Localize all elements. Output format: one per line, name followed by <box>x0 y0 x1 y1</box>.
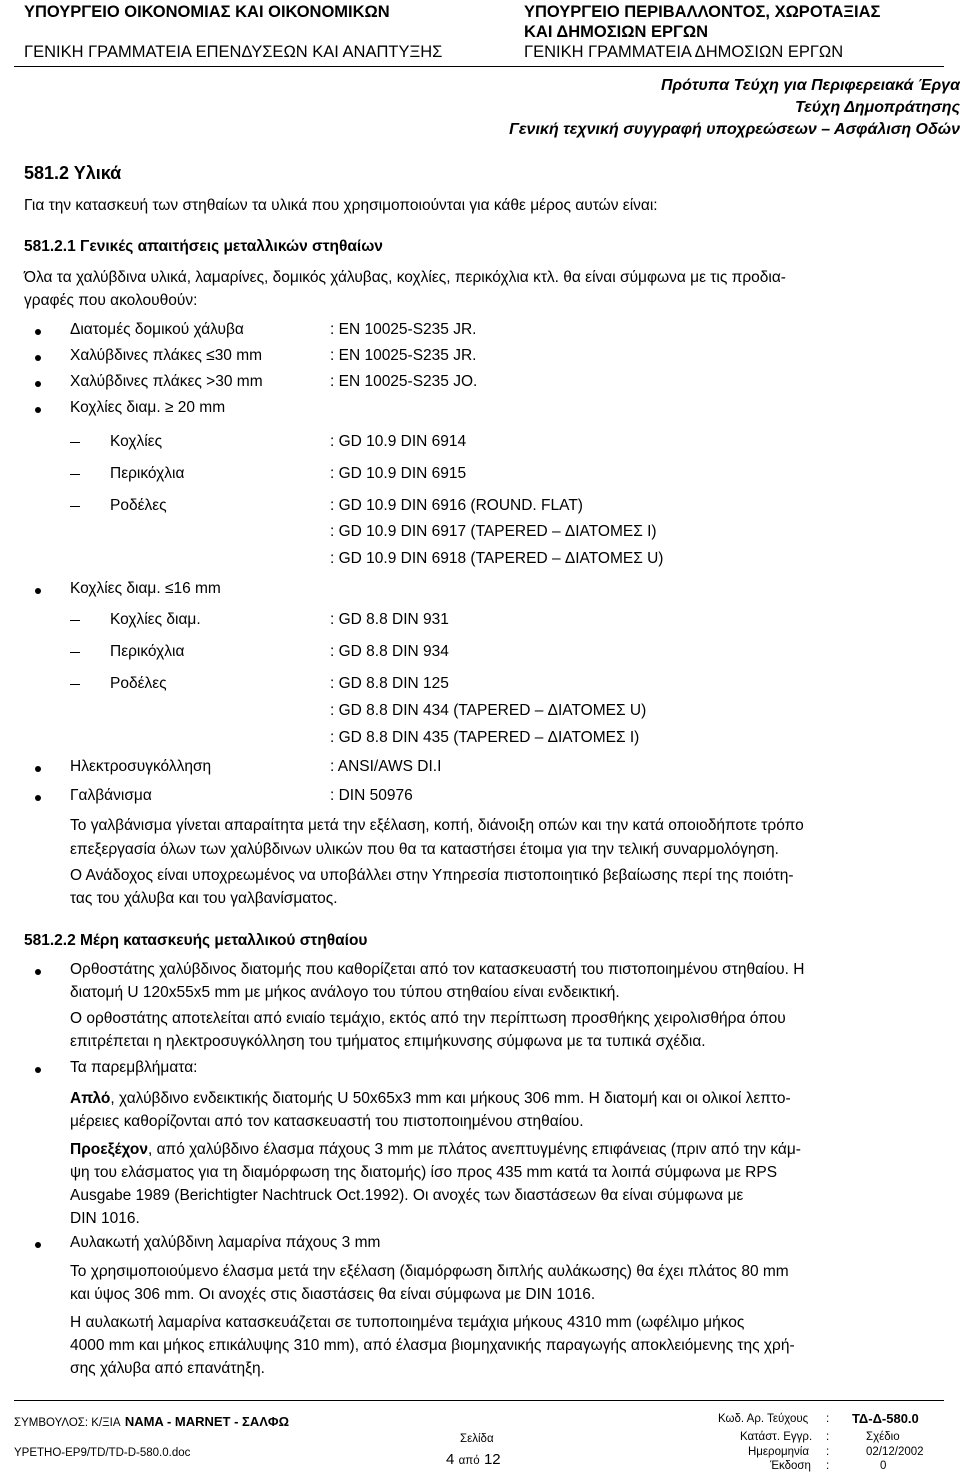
bullet-icon <box>35 407 41 413</box>
footer-code-label: Κωδ. Αρ. Τεύχους <box>718 1413 809 1425</box>
spec-label: Γαλβάνισμα <box>70 787 152 804</box>
footer-date-label: Ημερομηνία <box>748 1446 809 1458</box>
spacers-heading: Τα παρεμβλήματα: <box>70 1059 198 1076</box>
dash-icon <box>70 506 80 507</box>
colon: : <box>826 1446 830 1458</box>
spec-value: : GD 10.9 DIN 6918 (TAPERED – ΔΙΑΤΟΜΕΣ U) <box>330 550 664 567</box>
projecting-term: Προεξέχον <box>70 1141 148 1158</box>
bullet-icon <box>35 1067 41 1073</box>
rail-line-1: Το χρησιμοποιούμενο έλασμα μετά την εξέλαση (διαμόρφωση διπλής αυλάκωσης) θα έχει πλάτος 80 mm <box>70 1263 789 1280</box>
spec-label: Ροδέλες <box>110 675 167 692</box>
spec-label: Διατομές δομικού χάλυβα <box>70 321 244 338</box>
dash-icon <box>70 474 80 475</box>
header-rule <box>14 66 944 67</box>
galvanizing-line-2: επεξεργασία όλων των χαλύβδινων υλικών που θα τα καταστήσει έτοιμα για την τελική συναρμολόγηση. <box>70 841 779 858</box>
simple-text: , χαλύβδινο ενδεικτικής διατομής U 50x65x3 mm και μήκους 306 mm. Η διατομή και οι ολικοί λεπτο- <box>110 1090 791 1107</box>
projecting-line-1 <box>70 1140 801 1159</box>
bullet-icon <box>35 588 41 594</box>
spec-value: : GD 8.8 DIN 434 (TAPERED – ΔΙΑΤΟΜΕΣ U) <box>330 702 647 719</box>
dash-icon <box>70 684 80 685</box>
dash-icon <box>70 620 80 621</box>
spec-value: : EN 10025-S235 JR. <box>330 347 477 364</box>
spec-value: : GD 8.8 DIN 931 <box>330 611 449 628</box>
dash-icon <box>70 442 80 443</box>
projecting-text: , από χαλύβδινο έλασμα πάχους 3 mm με πλάτος ανεπτυγμένης επιφάνειας (πριν από την κάμ- <box>147 1141 801 1158</box>
footer-cat-label: Κατάστ. Εγγρ. <box>740 1431 813 1443</box>
rail-line-2: και ύψος 306 mm. Οι ανοχές στις διαστάσεις θα είναι σύμφωνα με DIN 1016. <box>70 1286 596 1303</box>
spec-label: Περικόχλια <box>110 643 185 660</box>
spec-label: Κοχλίες διαμ. ≤16 mm <box>70 580 221 597</box>
colon: : <box>826 1431 830 1443</box>
section-title: 581.2 Υλικά <box>24 163 122 183</box>
spec-label: Κοχλίες <box>110 433 163 450</box>
colon: : <box>826 1460 830 1472</box>
spec-value: : GD 8.8 DIN 125 <box>330 675 449 692</box>
projecting-line-2: ψη του ελάσματος για τη διαμόρφωση της διατομής) ίσο προς 435 mm κατά τα λοιπά σύμφωνα με RPS <box>70 1164 778 1181</box>
footer-code-value: ΤΔ-Δ-580.0 <box>852 1411 919 1426</box>
header-sub-3: Γενική τεχνική συγγραφή υποχρεώσεων – Ασφάλιση Οδών <box>509 121 960 138</box>
post-line-2: διατομή U 120x55x5 mm με μήκος ανάλογο του τύπου στηθαίου είναι ενδεικτική. <box>70 984 620 1001</box>
header-right-ministry-2: ΚΑΙ ΔΗΜΟΣΙΩΝ ΕΡΓΩΝ <box>524 23 709 41</box>
spec-value: : GD 10.9 DIN 6917 (TAPERED – ΔΙΑΤΟΜΕΣ I) <box>330 523 657 540</box>
header-left-ministry: ΥΠΟΥΡΓΕΙΟ ΟΙΚΟΝΟΜΙΑΣ ΚΑΙ ΟΙΚΟΝΟΜΙΚΩΝ <box>24 3 390 21</box>
bullet-icon <box>35 1242 41 1248</box>
header-sub-1: Πρότυπα Τεύχη για Περιφερειακά Έργα <box>660 77 960 94</box>
header-sub-2: Τεύχη Δημοπράτησης <box>794 99 960 116</box>
footer-page-count <box>446 1450 501 1470</box>
footer-edition-value: 0 <box>880 1460 887 1472</box>
sub1-paragraph-1: Όλα τα χαλύβδινα υλικά, λαμαρίνες, δομικός χάλυβας, κοχλίες, περικόχλια κτλ. θα είναι σύμφωνα με τις προδια- <box>24 269 786 286</box>
certificate-line-2: τας του χάλυβα και του γαλβανίσματος. <box>70 890 338 907</box>
projecting-line-4: DIN 1016. <box>70 1210 140 1227</box>
header-right-ministry-1: ΥΠΟΥΡΓΕΙΟ ΠΕΡΙΒΑΛΛΟΝΤΟΣ, ΧΩΡΟΤΑΞΙΑΣ <box>524 3 881 21</box>
footer-edition-label: Έκδοση <box>770 1460 811 1472</box>
spec-label: Ηλεκτροσυγκόλληση <box>70 758 212 775</box>
spec-value: : GD 10.9 DIN 6914 <box>330 433 467 450</box>
spec-value: : GD 8.8 DIN 435 (TAPERED – ΔΙΑΤΟΜΕΣ I) <box>330 729 640 746</box>
footer-rule <box>14 1400 944 1401</box>
sub1-title: 581.2.1 Γενικές απαιτήσεις μεταλλικών στηθαίων <box>24 238 383 255</box>
footer-consultant <box>14 1412 289 1431</box>
header-right-secretariat: ΓΕΝΙΚΗ ΓΡΑΜΜΑΤΕΙΑ ΔΗΜΟΣΙΩΝ ΕΡΓΩΝ <box>524 43 844 61</box>
spec-value: : GD 8.8 DIN 934 <box>330 643 449 660</box>
footer-date-value: 02/12/2002 <box>866 1446 924 1458</box>
sub1-paragraph-2: γραφές που ακολουθούν: <box>24 292 198 309</box>
bullet-icon <box>35 355 41 361</box>
spec-value: : GD 10.9 DIN 6915 <box>330 465 467 482</box>
rail-heading: Αυλακωτή χαλύβδινη λαμαρίνα πάχους 3 mm <box>70 1234 381 1251</box>
section-intro: Για την κατασκευή των στηθαίων τα υλικά που χρησιμοποιούνται για κάθε μέρος αυτών είναι: <box>24 197 658 214</box>
dash-icon <box>70 652 80 653</box>
footer-cat-value: Σχέδιο <box>866 1431 900 1443</box>
rail-line-3: Η αυλακωτή λαμαρίνα κατασκευάζεται σε τυποποιημένα τεμάχια μήκους 4310 mm (ωφέλιμο μήκος <box>70 1314 745 1331</box>
spec-label: Χαλύβδινες πλάκες ≤30 mm <box>70 347 263 364</box>
sub2-title: 581.2.2 Μέρη κατασκευής μεταλλικού στηθαίου <box>24 932 368 949</box>
spec-label: Κοχλίες διαμ. ≥ 20 mm <box>70 399 226 416</box>
bullet-icon <box>35 795 41 801</box>
footer-consultant-label: ΣΥΜΒΟΥΛΟΣ: Κ/ΞΙΑ <box>14 1417 121 1429</box>
spec-label: Περικόχλια <box>110 465 185 482</box>
spec-value: : EN 10025-S235 JO. <box>330 373 478 390</box>
header-left-secretariat: ΓΕΝΙΚΗ ΓΡΑΜΜΑΤΕΙΑ ΕΠΕΝΔΥΣΕΩΝ ΚΑΙ ΑΝΑΠΤΥΞΗΣ <box>24 43 443 61</box>
footer-file: ΥΡΕΤΗΟ-ΕΡ9/ΤD/ΤD-D-580.0.doc <box>14 1447 191 1459</box>
footer-consultant-name: NAMA - MARNET - ΣΑΛΦΩ <box>124 1414 290 1429</box>
spec-value: : ANSI/AWS DI.I <box>330 758 442 775</box>
colon: : <box>826 1413 830 1425</box>
projecting-line-3: Ausgabe 1989 (Berichtigter Nachtruck Oct.1992). Οι ανοχές των διαστάσεων θα είναι σύμφωνα με <box>70 1187 744 1204</box>
bullet-icon <box>35 329 41 335</box>
footer-page-label: Σελίδα <box>460 1433 494 1445</box>
rail-line-5: σης χάλυβα από επανάτηξη. <box>70 1360 265 1377</box>
spec-label: Χαλύβδινες πλάκες >30 mm <box>70 373 263 390</box>
simple-term: Απλό <box>70 1090 111 1107</box>
bullet-icon <box>35 969 41 975</box>
footer-page-of: από <box>458 1455 480 1467</box>
footer-page-num: 4 <box>446 1451 455 1468</box>
spec-label: Κοχλίες διαμ. <box>110 611 201 628</box>
spec-label: Ροδέλες <box>110 497 167 514</box>
post-line-3: Ο ορθοστάτης αποτελείται από ενιαίο τεμάχιο, εκτός από την περίπτωση προσθήκης χειρολισθήρα όπου <box>70 1010 786 1027</box>
spec-value: : GD 10.9 DIN 6916 (ROUND. FLAT) <box>330 497 583 514</box>
spec-value: : EN 10025-S235 JR. <box>330 321 477 338</box>
bullet-icon <box>35 381 41 387</box>
rail-line-4: 4000 mm και μήκος επικάλυψης 310 mm), από έλασμα βιομηχανικής παραγωγής αποκλειόμενης της χρή- <box>70 1337 795 1354</box>
galvanizing-line-1: Το γαλβάνισμα γίνεται απαραίτητα μετά την εξέλαση, κοπή, διάνοιξη οπών και την κατά οποιοδήποτε τρόπο <box>70 817 804 834</box>
certificate-line-1: Ο Ανάδοχος είναι υποχρεωμένος να υποβάλλει στην Υπηρεσία πιστοποιητικό βεβαίωσης περί της ποιότη- <box>70 867 794 884</box>
footer-page-total: 12 <box>483 1451 501 1468</box>
bullet-icon <box>35 766 41 772</box>
simple-line-2: μέρειες καθορίζονται από τον κατασκευαστή του πιστοποιημένου στηθαίου. <box>70 1113 584 1130</box>
spec-value: : DIN 50976 <box>330 787 413 804</box>
post-line-4: επιτρέπεται η ηλεκτροσυγκόλληση του τμήματος επιμήκυνσης σύμφωνα με τα τυπικά σχέδια. <box>70 1033 706 1050</box>
post-line-1: Ορθοστάτης χαλύβδινος διατομής που καθορίζεται από τον κατασκευαστή του πιστοποιημένου στηθαίου. Η <box>70 961 805 978</box>
simple-line-1 <box>70 1089 791 1108</box>
